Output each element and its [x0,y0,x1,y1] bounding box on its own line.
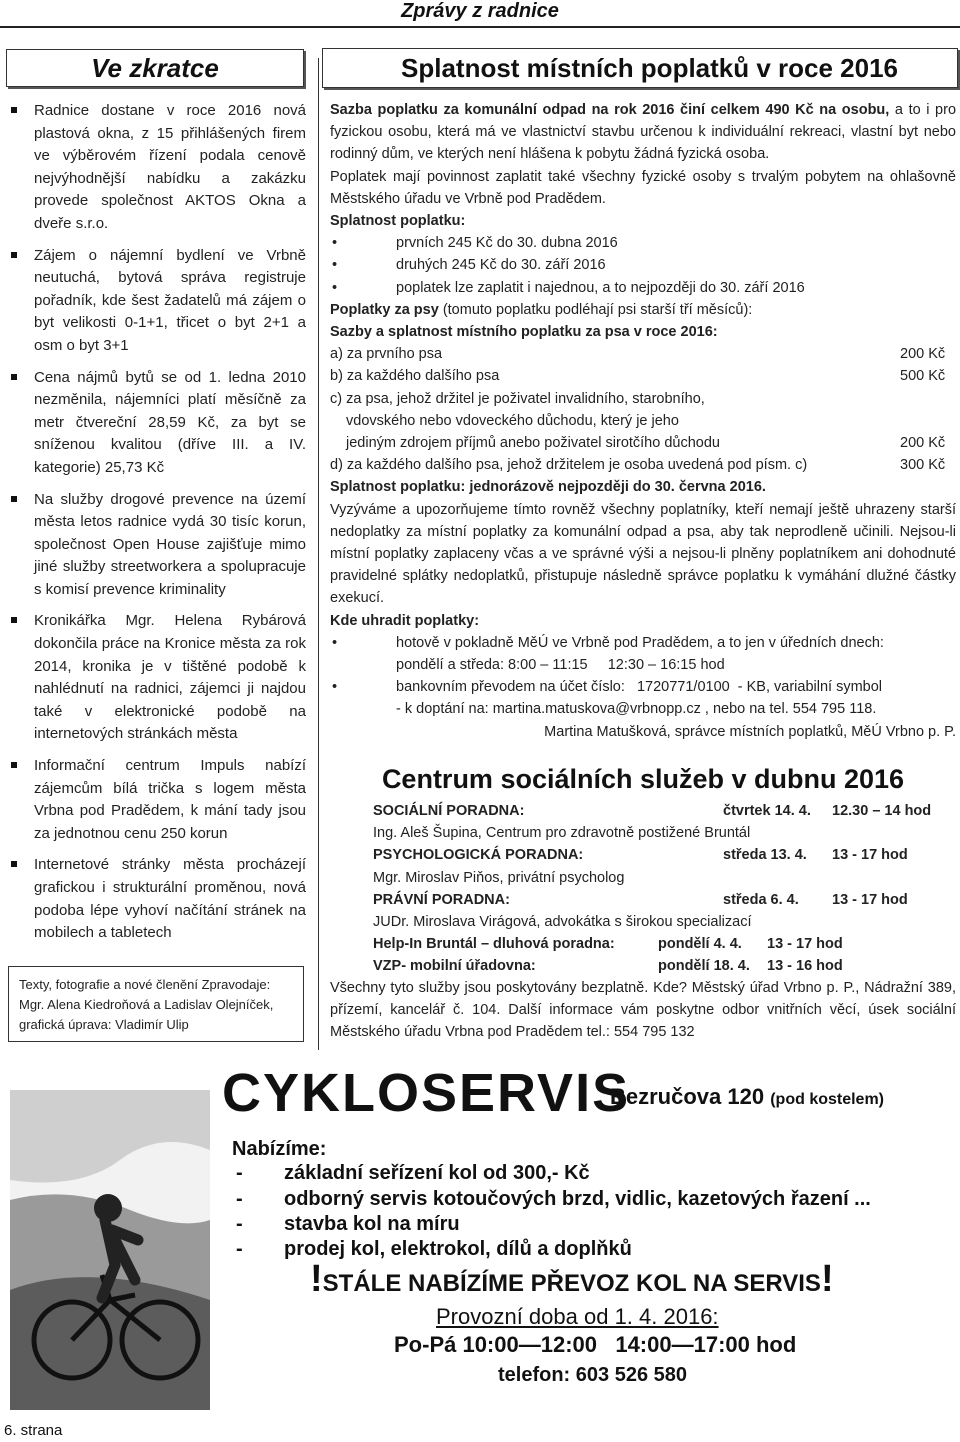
due-item: • poplatek lze zaplatit i najednou, a to nejpozději do 30. září 2016 [330,277,956,299]
credits-box: Texty, fotografie a nové členění Zpravodaje: Mgr. Alena Kiedroňová a Ladislav Olejníček, grafická úprava: Vladimír Ulip [8,966,304,1042]
signature: Martina Matušková, správce místních poplatků, MěÚ Vrbno p. P. [544,723,956,740]
fees-intro: Sazba poplatku za komunální odpad na rok 2016 činí celkem 490 Kč na osobu, a to i pro fyzickou osobu, která má ve vlastnictví stavbu určenou k individuální rekreaci, vlastní byt nebo rodinný dům, ve kterých není hlášena k pobytu žádná fyzická osoba. [330,102,957,163]
ad-banner: !STÁLE NABÍZÍME PŘEVOZ KOL NA SERVIS! [310,1258,834,1300]
list-item: Na služby drogové prevence na území města letos radnice vydá 30 tisíc korun, společnost Open House zajišťuje mimo jiné služby streetworkera a spolupracuje s komisí prevence kriminality [10,489,306,602]
payment-option: • hotově v pokladně MěÚ ve Vrbně pod Pradědem, a to jen v úředních dnech: [330,632,956,654]
schedule-row: PSYCHOLOGICKÁ PORADNA: středa 13. 4. 13 - 17 hod [373,847,908,864]
ad-offer-head: Nabízíme: [232,1138,327,1160]
where-label: Kde uhradit poplatky: [330,612,480,629]
square-bullet-icon [11,107,17,113]
centrum-schedule [373,800,956,978]
bullet-icon: • [332,279,338,296]
dog-rate-row: jediným zdrojem příjmů anebo poživatel sirotčího důchodu 200 Kč [346,435,946,452]
ad-offer-item: - stavba kol na míru [236,1213,460,1235]
schedule-row: Help-In Bruntál – dluhová poradna: pondělí 4. 4. 13 - 17 hod [373,936,843,953]
due-item: • prvních 245 Kč do 30. dubna 2016 [330,232,956,254]
ad-brand: CYKLOSERVIS [222,1063,631,1123]
bullet-icon: • [332,235,338,252]
list-item: Cena nájmů bytů se od 1. ledna 2010 nezměnila, nájemníci platí měsíčně za metr čtvereční 28,59 Kč, za byt se sníženou kvalitou (dříve III. a IV. kategorie) 25,73 Kč [10,367,306,480]
due-label: Splatnost poplatku: [330,213,466,230]
cykloservis-ad [10,1062,952,1410]
dog-rate-row: c) za psa, jehož držitel je poživatel invalidního, starobního, [330,390,705,407]
ad-offer-item: - základní seřízení kol od 300,- Kč [236,1162,590,1184]
payment-option: • bankovním převodem na účet číslo: 1720771/0100 - KB, variabilní symbol [330,676,956,698]
list-item: Informační centrum Impuls nabízí zájemcům bílá trička s logem města Vrbna pod Pradědem, k mání tady jsou za jednotnou cenu 250 korun [10,755,306,845]
square-bullet-icon [11,374,17,380]
bullet-icon: • [332,634,338,651]
dog-rate-row: d) za každého dalšího psa, jehož držitelem je osoba uvedená pod písm. c) 300 Kč [330,457,946,474]
cyclist-photo [10,1090,210,1410]
schedule-person: Mgr. Miroslav Piňos, privátní psycholog [373,869,625,886]
ad-address: Bezručova 120 (pod kostelem) [610,1084,885,1109]
section-header: Zprávy z radnice [401,0,559,22]
bullet-icon: • [332,679,338,696]
square-bullet-icon [11,617,17,623]
fees-article [330,99,956,743]
square-bullet-icon [11,762,17,768]
cash-hours: pondělí a středa: 8:00 – 11:15 12:30 – 16:15 hod [396,657,725,674]
dog-rate-row: b) za každého dalšího psa 500 Kč [330,368,946,385]
list-item: Internetové stránky města procházejí grafickou i strukturální proměnou, nová podoba lépe vyhoví načítání stránek na mobilech a tabletech [10,854,306,944]
centrum-note: Všechny tyto služby jsou poskytovány bezplatně. Kde? Městský úřad Vrbno p. P., Nádražní 389, přízemí, kancelář č. 104. Další informace vám poskytne odbor vnitřních věcí, úsek sociální Městského úřadu Vrbna pod Pradědem tel.: 554 795 132 [330,980,956,1041]
schedule-row: SOCIÁLNÍ PORADNA: čtvrtek 14. 4. 12.30 – 14 hod [373,803,932,819]
square-bullet-icon [11,252,17,258]
ad-offer-item: - prodej kol, elektrokol, dílů a doplňků [236,1238,632,1260]
list-item: Zájem o nájemní bydlení ve Vrbně neutuchá, bytová správa registruje pořadník, kde šest žadatelů má zájem o byt velikosti 0-1+1, třicet o byt 2+1 a osm o byt 3+1 [10,245,306,358]
centrum-title: Centrum sociálních služeb v dubnu 2016 [381,764,905,794]
ad-hours-title: Provozní doba od 1. 4. 2016: [436,1304,719,1329]
bullet-icon: • [332,257,338,274]
page-number: 6. strana [4,1422,63,1439]
ad-hours: Po-Pá 10:00—12:00 14:00—17:00 hod [394,1332,797,1357]
square-bullet-icon [11,861,17,867]
ad-phone: telefon: 603 526 580 [498,1364,687,1386]
left-section-title: Ve zkratce [6,49,304,87]
dog-rates-label: Sazby a splatnost místního poplatku za psa v roce 2016: [330,324,718,341]
fees-appeal: Vyzýváme a upozorňujeme tímto rovněž všechny poplatníky, kteří nemají ještě uhrazeny starší nedoplatky za místní poplatky za komunální odpad a psa, aby tak neprodleně učinili. Nejsou-li místní poplatky zaplaceny včas a ve správné výši a nejsou-li plněny poplatníkem ani dohodnuté pravidelné splátky nedoplatků, přistupuje následně správce poplatku k vymáhání dlužné částky exekucí. [330,501,956,607]
bank-contact: - k doptání na: martina.matuskova@vrbnopp.cz , nebo na tel. 554 795 118. [396,701,877,718]
schedule-person: Ing. Aleš Šupina, Centrum pro zdravotně postižené Bruntál [373,825,751,842]
schedule-row: VZP- mobilní úřadovna: pondělí 18. 4. 13 - 16 hod [373,958,843,975]
dog-rate-row: a) za prvního psa 200 Kč [330,346,946,363]
fees-obligation: Poplatek mají povinnost zaplatit také všechny fyzické osoby s trvalým pobytem na ohlašovně Městského úřadu ve Vrbně pod Pradědem. [330,168,956,207]
fees-title: Splatnost místních poplatků v roce 2016 [322,48,958,88]
column-divider [318,58,319,1050]
due-item: • druhých 245 Kč do 30. září 2016 [330,254,956,276]
square-bullet-icon [11,496,17,502]
list-item: Radnice dostane v roce 2016 nová plastová okna, z 15 přihlášených firem ve výběrovém řízení podala cenově nejvýhodnější nabídku a zakázku provede společnost AKTOS Okna a dveře s.r.o. [10,100,306,236]
schedule-row: PRÁVNÍ PORADNA: středa 6. 4. 13 - 17 hod [373,891,908,908]
dog-rate-row: vdovského nebo vdoveckého důchodu, který je jeho [346,412,679,429]
list-item: Kronikářka Mgr. Helena Rybárová dokončila práce na Kronice města za rok 2014, kronika je v tištěné podobě k nahlédnutí na radnici, zájemci ji najdou také v elektronické podobě na internetových stránkách města [10,610,306,746]
header-rule [0,26,960,28]
dog-due: Splatnost poplatku: jednorázově nejpozději do 30. června 2016. [330,479,766,496]
dog-fees-label: Poplatky za psy (tomuto poplatku podléhají psi starší tří měsíců): [330,301,753,318]
ad-offer-item: - odborný servis kotoučových brzd, vidlic, kazetových řazení ... [236,1188,871,1210]
schedule-person: JUDr. Miroslava Virágová, advokátka s širokou specializací [373,913,752,930]
news-list [10,100,306,954]
